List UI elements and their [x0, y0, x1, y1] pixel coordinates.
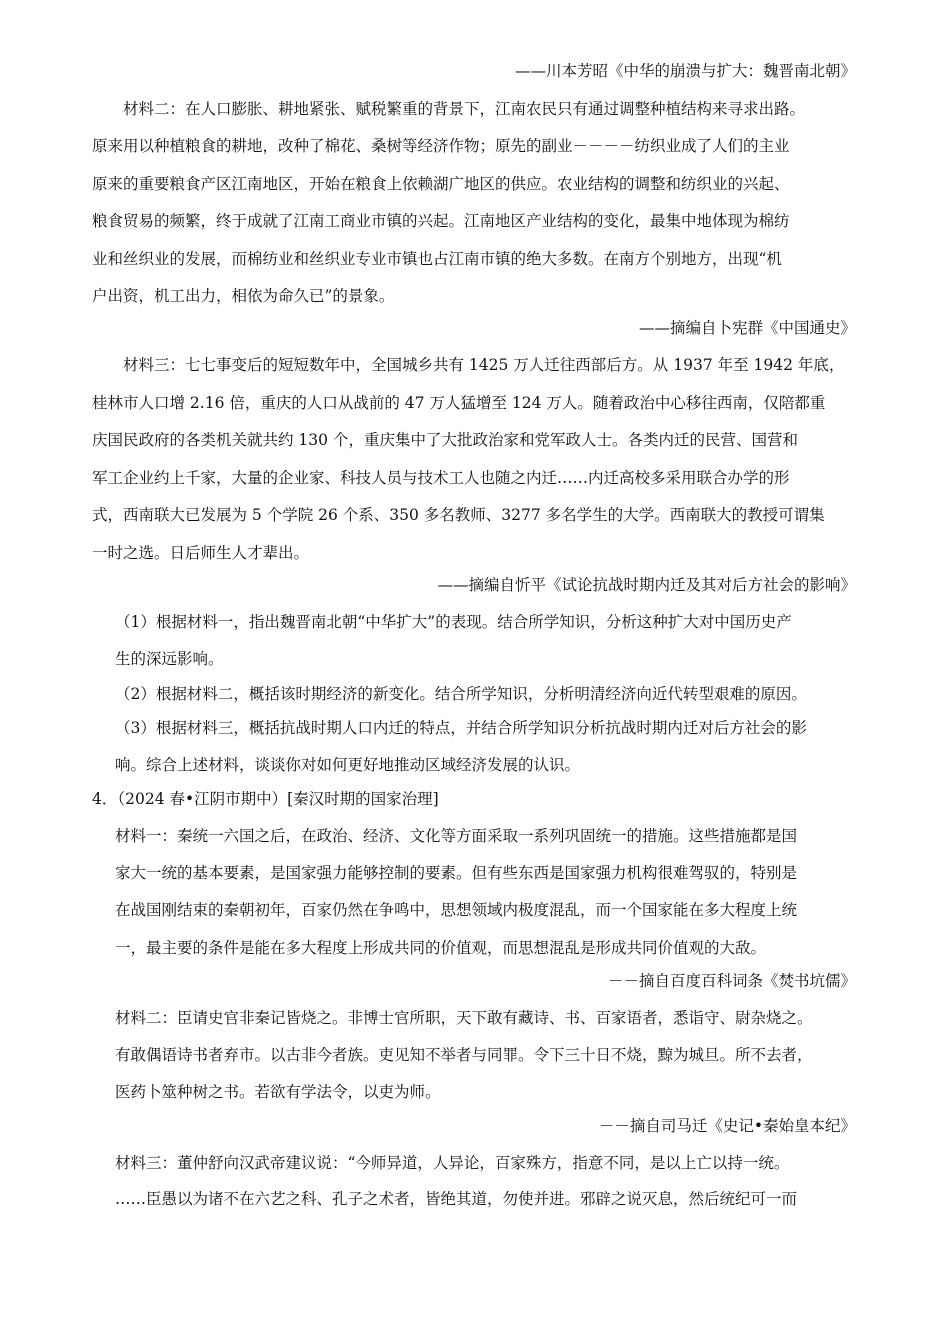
material-3-line: 式，西南联大已发展为 5 个学院 26 个系、350 多名教师、3277 多名学生的大学。西南联大的教授可谓集	[92, 506, 825, 524]
q4-material-1-line: 在战国刚结束的秦朝初年，百家仍然在争鸣中，思想领域内极度混乱，而一个国家能在多大程度上统	[115, 901, 798, 919]
material-2-line: 原来用以种植粮食的耕地，改种了棉花、桑树等经济作物；原先的副业－－－－纺织业成了人们的主业	[92, 137, 790, 155]
material-2-line: 户出资，机工出力，相依为命久已”的景象。	[92, 287, 395, 305]
material-2-line: 材料二：在人口膨胀、耕地紧张、赋税繁重的背景下，江南农民只有通过调整种植结构来寻求出路。	[123, 100, 806, 118]
q4-material-2-line: 有敢偶语诗书者弃市。以古非今者族。吏见知不举者与同罪。令下三十日不烧，黥为城旦。所不去者，	[115, 1046, 813, 1064]
question-line: （2）根据材料二，概括该时期经济的新变化。结合所学知识，分析明清经济向近代转型艰难的原因。	[115, 685, 807, 703]
q4-material-1-line: 材料一：秦统一六国之后，在政治、经济、文化等方面采取一系列巩固统一的措施。这些措施都是国	[115, 827, 798, 845]
material-3-line: 军工企业约上千家，大量的企业家、科技人员与技术工人也随之内迁……内迁高校多采用联合办学的形	[92, 469, 790, 487]
q4-material-3-line: 材料三：董仲舒向汉武帝建议说：“今师异道，人异论，百家殊方，指意不同，是以上亡以持一统。	[115, 1154, 790, 1172]
material-2-source: ——摘编自卜宪群《中国通史》	[638, 319, 856, 337]
q4-material-1-source: －－摘自百度百科词条《焚书坑儒》	[607, 972, 856, 990]
question-line: 生的深远影响。	[115, 650, 224, 668]
question-line: 响。综合上述材料，谈谈你对如何更好地推动区域经济发展的认识。	[115, 756, 581, 774]
q4-material-2-source: －－摘自司马迁《史记•秦始皇本纪》	[598, 1117, 856, 1135]
material-2-line: 原来的重要粮食产区江南地区，开始在粮食上依赖湖广地区的供应。农业结构的调整和纺织业的兴起、	[92, 175, 790, 193]
question-4-heading: 4．（2024 春•江阴市期中）[秦汉时期的国家治理]	[92, 790, 439, 808]
material-2-line: 粮食贸易的频繁，终于成就了江南工商业市镇的兴起。江南地区产业结构的变化，最集中地体现为棉纺	[92, 212, 790, 230]
material-2-line: 业和丝织业的发展，而棉纺业和丝织业专业市镇也占江南市镇的绝大多数。在南方个别地方，出现“机	[92, 250, 782, 268]
material-3-source: ——摘编自忻平《试论抗战时期内迁及其对后方社会的影响》	[437, 576, 856, 594]
q4-material-3-line: ……臣愚以为诸不在六艺之科、孔子之术者，皆绝其道，勿使并进。邪辟之说灭息，然后统纪可一而	[115, 1190, 798, 1208]
q4-material-2-line: 材料二：臣请史官非秦记皆烧之。非博士官所职，天下敢有藏诗、书、百家语者，悉诣守、尉杂烧之。	[115, 1009, 813, 1027]
q4-material-2-line: 医药卜筮种树之书。若欲有学法令，以吏为师。	[115, 1083, 441, 1101]
material-3-line: 材料三：七七事变后的短短数年中，全国城乡共有 1425 万人迁往西部后方。从 1937 年至 1942 年底，	[123, 356, 845, 374]
material-1-source: ——川本芳昭《中华的崩溃与扩大：魏晋南北朝》	[514, 62, 856, 80]
question-line: （3）根据材料三，概括抗战时期人口内迁的特点，并结合所学知识分析抗战时期内迁对后方社会的影	[115, 719, 807, 737]
q4-material-1-line: 家大一统的基本要素，是国家强力能够控制的要素。但有些东西是国家强力机构很难驾驭的，特别是	[115, 864, 798, 882]
q4-material-1-line: 一，最主要的条件是能在多大程度上形成共同的价值观，而思想混乱是形成共同价值观的大敌。	[115, 939, 767, 957]
material-3-line: 桂林市人口增 2.16 倍，重庆的人口从战前的 47 万人猛增至 124 万人。随着政治中心移往西南，仅陪都重	[92, 394, 826, 412]
material-3-line: 庆国民政府的各类机关就共约 130 个，重庆集中了大批政治家和党军政人士。各类内迁的民营、国营和	[92, 431, 798, 449]
question-line: （1）根据材料一，指出魏晋南北朝“中华扩大”的表现。结合所学知识，分析这种扩大对中国历史产	[115, 613, 792, 631]
material-3-line: 一时之选。日后师生人才辈出。	[92, 544, 310, 562]
